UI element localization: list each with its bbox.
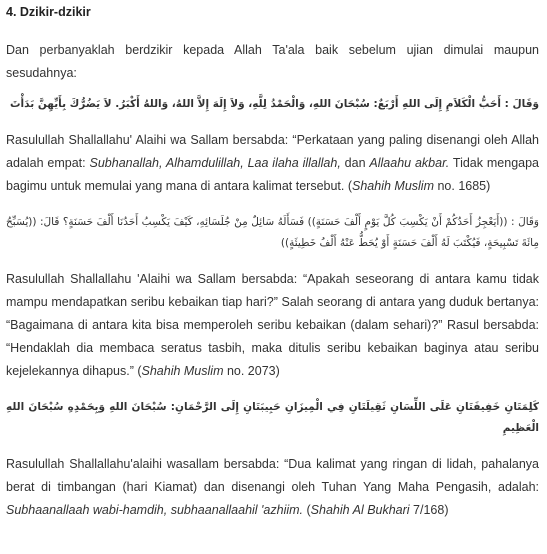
hadith-3-dzikir: Subhaanallaah wabi-hamdih, subhaanallaahil 'azhiim. [6, 503, 304, 517]
intro-paragraph: Dan perbanyaklah berdzikir kepada Allah Ta'ala baik sebelum ujian dimulai maupun sesudahnya: [6, 43, 539, 80]
hadith-2-text-a: Rasulullah Shallallahu 'Alaihi wa Sallam bersabda: “Apakah seseorang di antara kamu tidak mampu mendapatkan seribu kebaikan tiap hari?” Salah seorang di antara yang duduk bertanya: “Bagaimana di antara kita bisa memperoleh seribu kebaikan (dalam sehari)?” Rasul bersabda: “Hendaklah dia membaca seratus tasbih, maka ditulis seribu kebaikan baginya atau seribu kejelekannya dihapus.” ( [6, 272, 539, 378]
hadith-2-source: Shahih Muslim [141, 364, 224, 378]
hadith-paragraph-1 [6, 129, 539, 198]
section-heading: 4. Dzikir-dzikir [6, 5, 91, 19]
hadith-1-source-number: no. 1685) [434, 179, 491, 193]
hadith-3-source: Shahih Al Bukhari [310, 503, 410, 517]
article-section [6, 0, 539, 522]
hadith-1-takbir: Allaahu akbar. [369, 156, 450, 170]
arabic-text-2: وَقَالَ : ((أَيَعْجِزُ أَحَدُكُمْ أَنْ يَكْسِبَ كُلَّ يَوْمٍ أَلْفَ حَسَنَةٍ)) فَسَأَلَهُ سَائِلٌ مِنْ جُلَسَائِهِ، كَيْفَ يَكْسِبُ أَحَدُنَا أَلْفَ حَسَنَةٍ؟ قَالَ: ((يُسَبِّحُ مِائَةَ تَسْبِيحَةٍ، فَيُكْتَبَ لَهُ أَلْفَ حَسَنَةٍ أَوْ يُحَطُّ عَنْهُ أَلْفُ خَطِيئَةٍ)) [6, 216, 539, 249]
hadith-1-source: Shahih Muslim [352, 179, 434, 193]
hadith-1-dzikir-list: Subhanallah, Alhamdulillah, Laa ilaha illallah, [89, 156, 341, 170]
hadith-1-text-e: Tidak mengapa bagimu untuk memulai yang mana di antara kalimat tersebut. ( [6, 156, 540, 193]
hadith-3-source-number: 7/168) [409, 503, 449, 517]
hadith-paragraph-3 [6, 453, 539, 522]
hadith-1-text-c: dan [340, 156, 370, 170]
hadith-3-text-c: ( [303, 503, 311, 517]
hadith-1-text-a: Rasulullah Shallallahu' Alaihi wa Sallam bersabda: “Perkataan yang paling disenangi oleh Allah adalah empat: [6, 133, 539, 170]
hadith-paragraph-2 [6, 268, 539, 383]
hadith-2-source-number: no. 2073) [223, 364, 280, 378]
arabic-text-1: وَقَالَ : أَحَبُّ الْكَلاَمِ إِلَى اللهِ أَرْبَعٌ: سُبْحَانَ اللهِ، وَالْحَمْدُ لِلَّهِ، وَلاَ إِلَهَ إِلاَّ اللهُ، وَاللهُ أَكْبَرُ. لاَ يَضُرُّكَ بِأَيِّهِنَّ بَدَأْتَ [10, 98, 539, 110]
arabic-text-3: كَلِمَتَانِ خَفِيفَتَانِ عَلَى اللِّسَانِ ثَقِيلَتَانِ فِي الْمِيزَانِ حَبِيبَتَانِ إِلَى الرَّحْمَانِ: سُبْحَانَ اللهِ وَبِحَمْدِهِ سُبْحَانَ اللهِ الْعَظِيمِ [6, 401, 539, 434]
hadith-3-text-a: Rasulullah Shallallahu'alaihi wasallam bersabda: “Dua kalimat yang ringan di lidah, pahalanya berat di timbangan (hari Kiamat) dan disenangi oleh Tuhan Yang Maha Pengasih, adalah: [6, 457, 539, 494]
